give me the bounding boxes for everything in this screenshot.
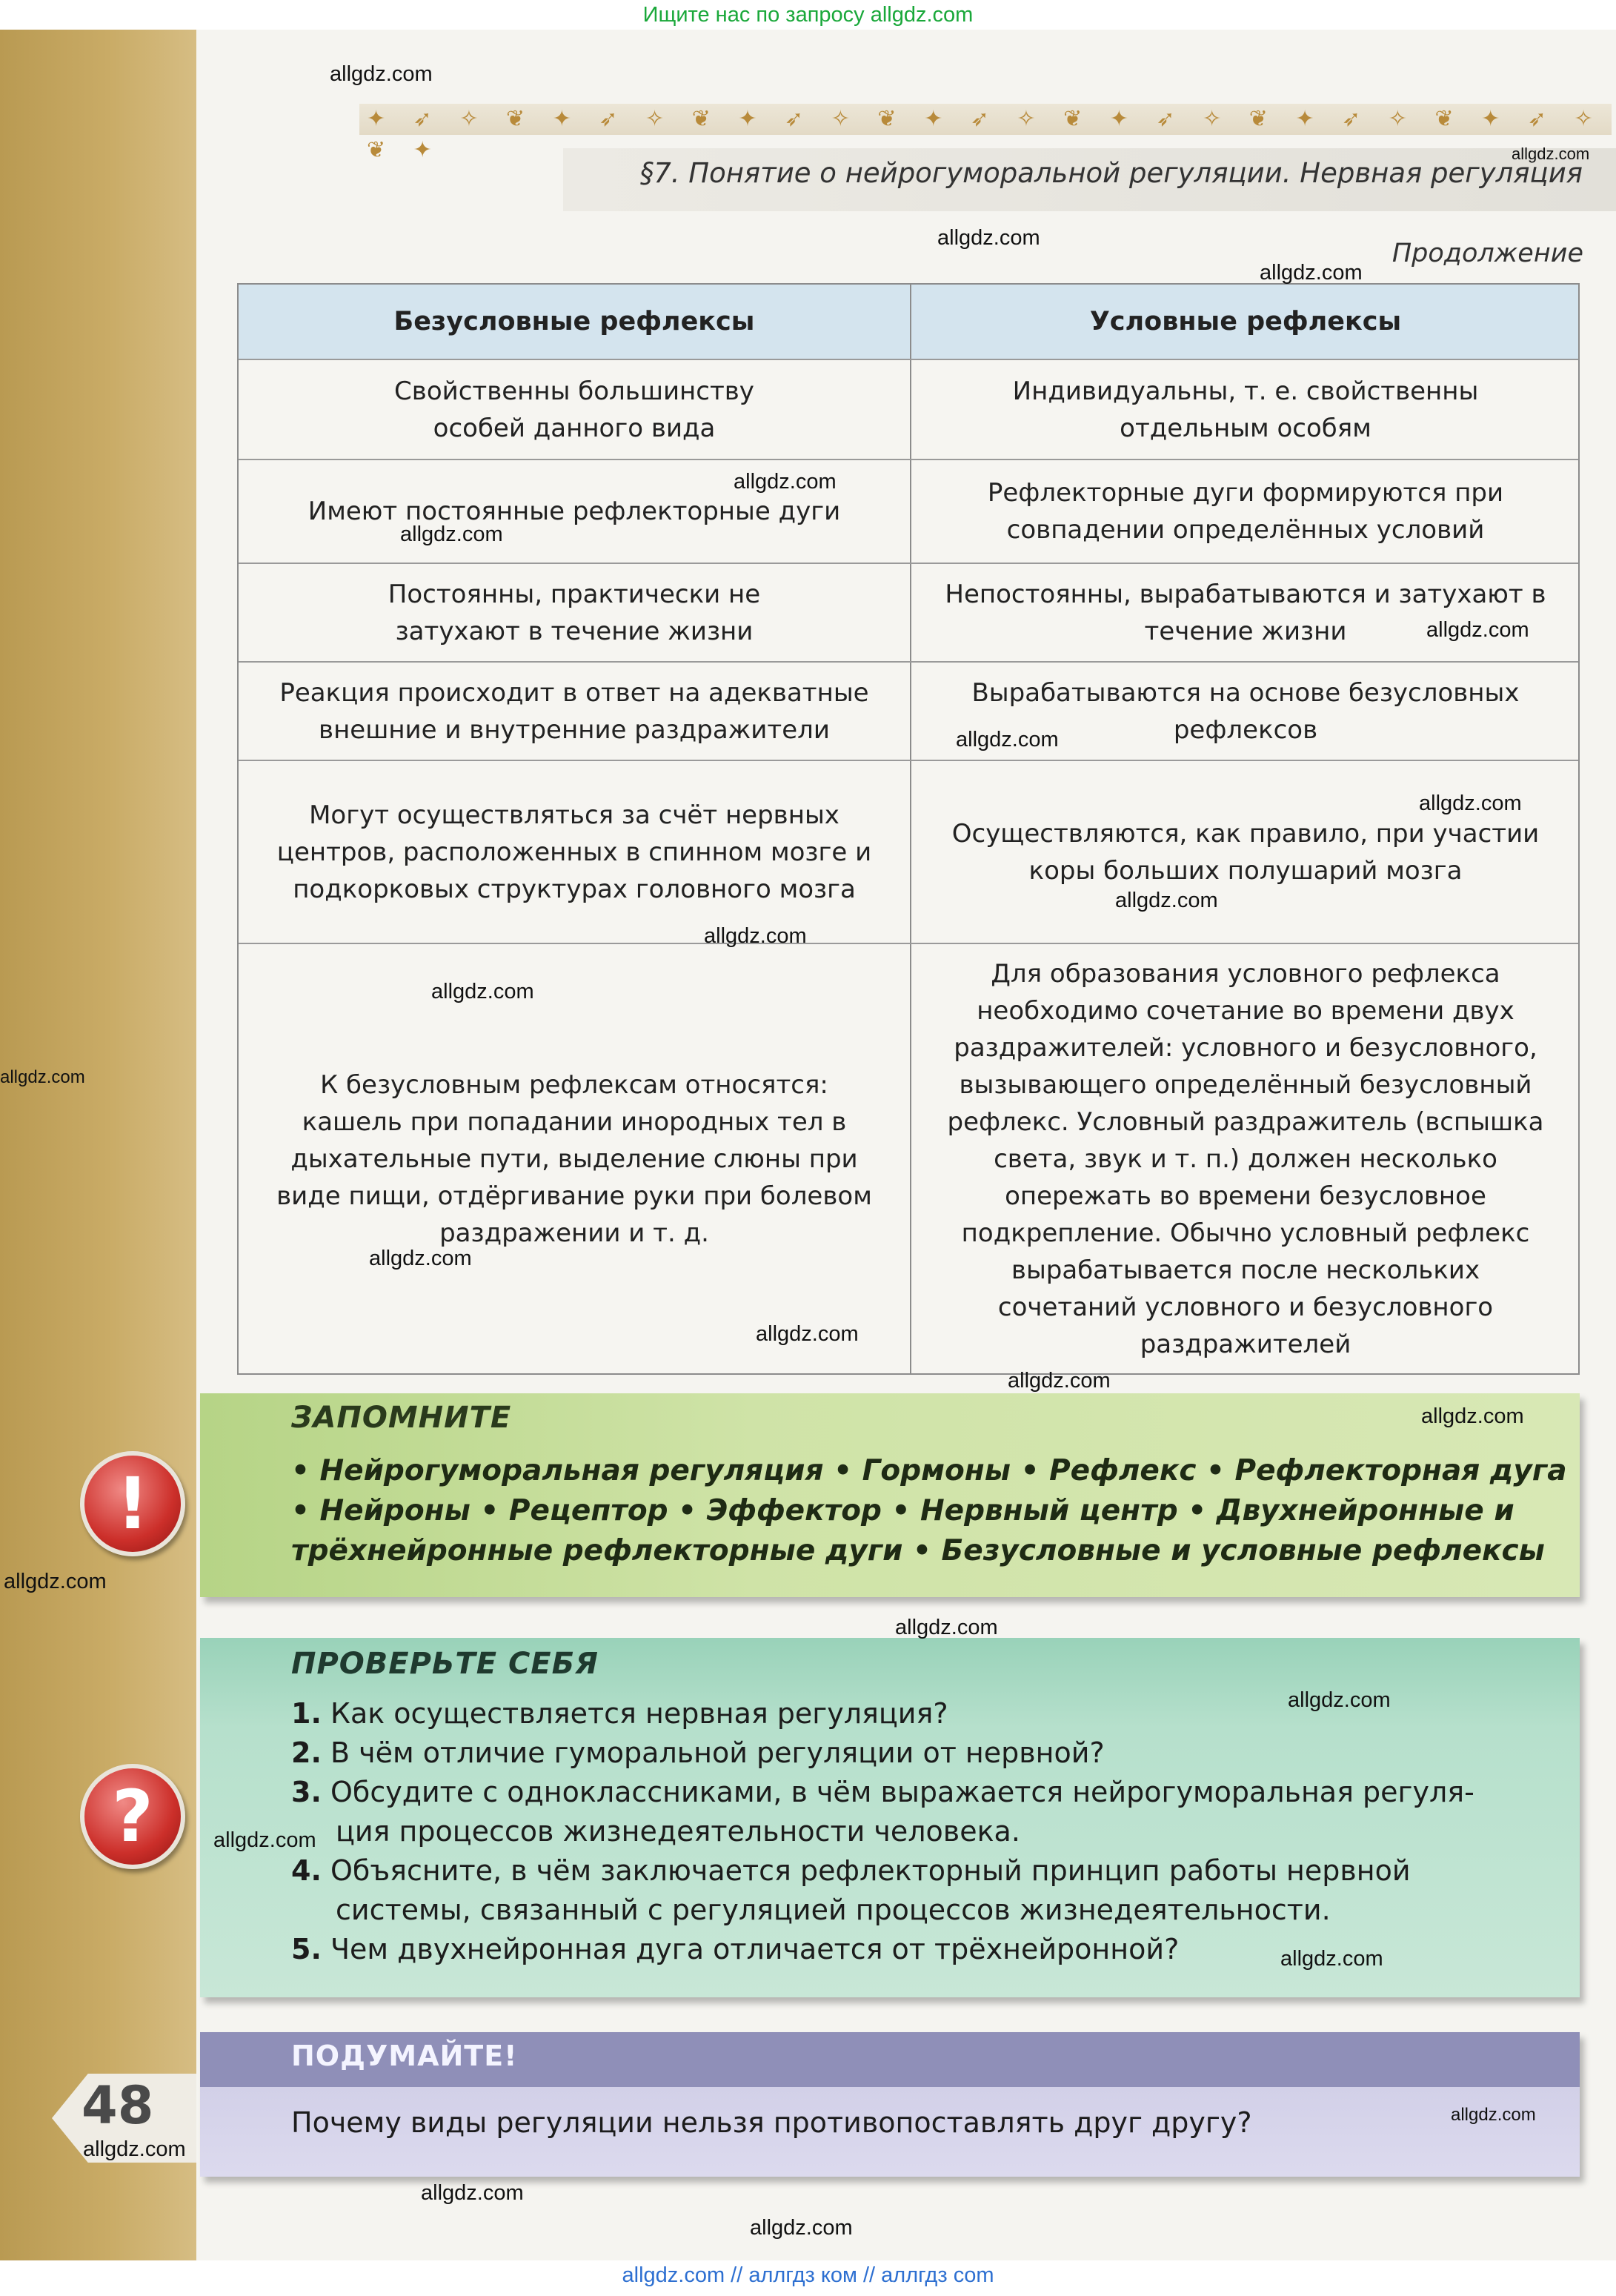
table-cell: Рефлекторные дуги формируются при совпадении определённых условий bbox=[987, 478, 1504, 545]
watermark[interactable]: allgdz.com bbox=[750, 2216, 853, 2240]
question-continuation: ция процессов жизнедеятельности человека. bbox=[336, 1815, 1020, 1848]
check-yourself-title: ПРОВЕРЬТЕ СЕБЯ bbox=[291, 1647, 599, 1681]
question-icon: ? bbox=[80, 1764, 185, 1869]
remember-terms-line: • Нейроны • Рецептор • Эффектор • Нервный центр • Двухнейронные и bbox=[291, 1494, 1514, 1527]
watermark[interactable]: allgdz.com bbox=[4, 1570, 107, 1593]
question-number: 5. bbox=[291, 1933, 322, 1965]
question-item bbox=[291, 1776, 1474, 1808]
page-number: 48 bbox=[82, 2075, 154, 2136]
question-number: 3. bbox=[291, 1776, 322, 1808]
watermark[interactable]: allgdz.com bbox=[213, 1828, 316, 1852]
section-title: §7. Понятие о нейрогуморальной регуляции. Нервная регуляция bbox=[639, 157, 1583, 189]
header-unconditioned: Безусловные рефлексы bbox=[393, 307, 755, 336]
watermark[interactable]: allgdz.com bbox=[330, 62, 433, 86]
exclamation-icon: ! bbox=[80, 1451, 185, 1556]
table-cell: Непостоянны, вырабатываются и затухают в течение жизни bbox=[945, 579, 1546, 646]
watermark[interactable]: allgdz.com bbox=[83, 2137, 186, 2161]
watermark[interactable]: allgdz.com bbox=[1426, 618, 1529, 642]
left-margin-band bbox=[0, 30, 196, 2290]
question-item bbox=[291, 1854, 1411, 1887]
table-cell: К безусловным рефлексам относятся: кашель при попадании инородных тел в дыхательные пути, выделение слюны при виде пищи, отдёргивание руки при болевом раздражении и т. д. bbox=[276, 1070, 872, 1248]
question-text: Объясните, в чём заключается рефлекторный принцип работы нервной bbox=[330, 1854, 1411, 1887]
table-cell: Могут осуществляться за счёт нервных центров, расположенных в спинном мозге и подкорковых структурах головного мозга bbox=[276, 800, 872, 904]
question-text: В чём отличие гуморальной регуляции от нервной? bbox=[330, 1736, 1105, 1769]
reflex-comparison-table bbox=[237, 283, 1580, 1375]
watermark[interactable]: allgdz.com bbox=[895, 1616, 998, 1639]
question-item bbox=[291, 1697, 948, 1730]
watermark[interactable]: allgdz.com bbox=[704, 924, 807, 948]
watermark[interactable]: allgdz.com bbox=[734, 470, 837, 494]
watermark[interactable]: allgdz.com bbox=[0, 1067, 85, 1087]
ornament-glyphs: ✦ ➶ ✧ ❦ ✦ ➶ ✧ ❦ ✦ ➶ ✧ ❦ ✦ ➶ ✧ ❦ ✦ ➶ ✧ ❦ ✦ ➶ ✧ ❦ ✦ ➶ ✧ ❦ ✦ bbox=[367, 106, 1603, 163]
table-cell: Осуществляются, как правило, при участии коры больших полушарий мозга bbox=[951, 818, 1540, 886]
question-text: Чем двухнейронная дуга отличается от трёхнейронной? bbox=[330, 1933, 1180, 1965]
remember-terms-line: • Нейрогуморальная регуляция • Гормоны • Рефлекс • Рефлекторная дуга bbox=[291, 1454, 1567, 1487]
watermark[interactable]: allgdz.com bbox=[756, 1322, 859, 1346]
watermark[interactable]: allgdz.com bbox=[400, 522, 503, 546]
question-item bbox=[291, 1736, 1105, 1769]
remember-title: ЗАПОМНИТЕ bbox=[291, 1401, 512, 1435]
bottom-banner[interactable]: allgdz.com // аллгдз ком // аллгдз com bbox=[622, 2263, 994, 2287]
continuation-label: Продолжение bbox=[1391, 239, 1583, 268]
watermark[interactable]: allgdz.com bbox=[1512, 145, 1590, 163]
watermark[interactable]: allgdz.com bbox=[1288, 1688, 1391, 1712]
think-question: Почему виды регуляции нельзя противопоставлять друг другу? bbox=[291, 2106, 1252, 2139]
watermark[interactable]: allgdz.com bbox=[431, 980, 534, 1003]
watermark[interactable]: allgdz.com bbox=[369, 1247, 472, 1270]
header-conditioned: Условные рефлексы bbox=[1089, 307, 1402, 336]
table-cell: Для образования условного рефлекса необходимо сочетание во времени двух раздражителей: условного и безусловного, вызывающего определённый безусловный рефлекс. Условный раздражитель (вспышка света, звук и т. п.) должен несколько опережать во времени безусловное подкрепление. Обычно условный рефлекс вырабатывается после нескольких сочетаний условного и безусловного раздражителей bbox=[947, 959, 1544, 1359]
watermark[interactable]: allgdz.com bbox=[1419, 792, 1522, 815]
table-cell: Индивидуальны, т. е. свойственны отдельным особям bbox=[1012, 376, 1479, 443]
watermark[interactable]: allgdz.com bbox=[1280, 1947, 1383, 1971]
question-number: 2. bbox=[291, 1736, 322, 1769]
question-continuation: системы, связанный с регуляцией процессов жизнедеятельности. bbox=[336, 1894, 1331, 1926]
watermark[interactable]: allgdz.com bbox=[937, 226, 1040, 250]
watermark[interactable]: allgdz.com bbox=[956, 728, 1059, 751]
think-title: ПОДУМАЙТЕ! bbox=[291, 2040, 518, 2072]
table-cell: Реакция происходит в ответ на адекватные внешние и внутренние раздражители bbox=[279, 677, 869, 745]
question-item bbox=[291, 1933, 1179, 1965]
table-cell: Постоянны, практически не затухают в течение жизни bbox=[388, 579, 761, 646]
watermark[interactable]: allgdz.com bbox=[1421, 1404, 1524, 1428]
watermark[interactable]: allgdz.com bbox=[1115, 889, 1218, 912]
table-cell: Вырабатываются на основе безусловных рефлексов bbox=[971, 677, 1520, 745]
question-number: 4. bbox=[291, 1854, 322, 1887]
question-text: Обсудите с одноклассниками, в чём выражается нейрогуморальная регуля- bbox=[330, 1776, 1474, 1808]
table-cell: Имеют постоянные рефлекторные дуги bbox=[307, 497, 841, 526]
question-number: 1. bbox=[291, 1697, 322, 1730]
table-cell: Свойственны большинству особей данного вида bbox=[394, 376, 754, 443]
remember-terms-line: трёхнейронные рефлекторные дуги • Безусловные и условные рефлексы bbox=[291, 1534, 1545, 1567]
watermark[interactable]: allgdz.com bbox=[1008, 1369, 1111, 1393]
watermark[interactable]: allgdz.com bbox=[1451, 2105, 1536, 2125]
watermark[interactable]: allgdz.com bbox=[421, 2181, 524, 2205]
watermark[interactable]: allgdz.com bbox=[1260, 261, 1363, 285]
question-text: Как осуществляется нервная регуляция? bbox=[330, 1697, 948, 1730]
top-search-banner[interactable]: Ищите нас по запросу allgdz.com bbox=[642, 3, 974, 27]
